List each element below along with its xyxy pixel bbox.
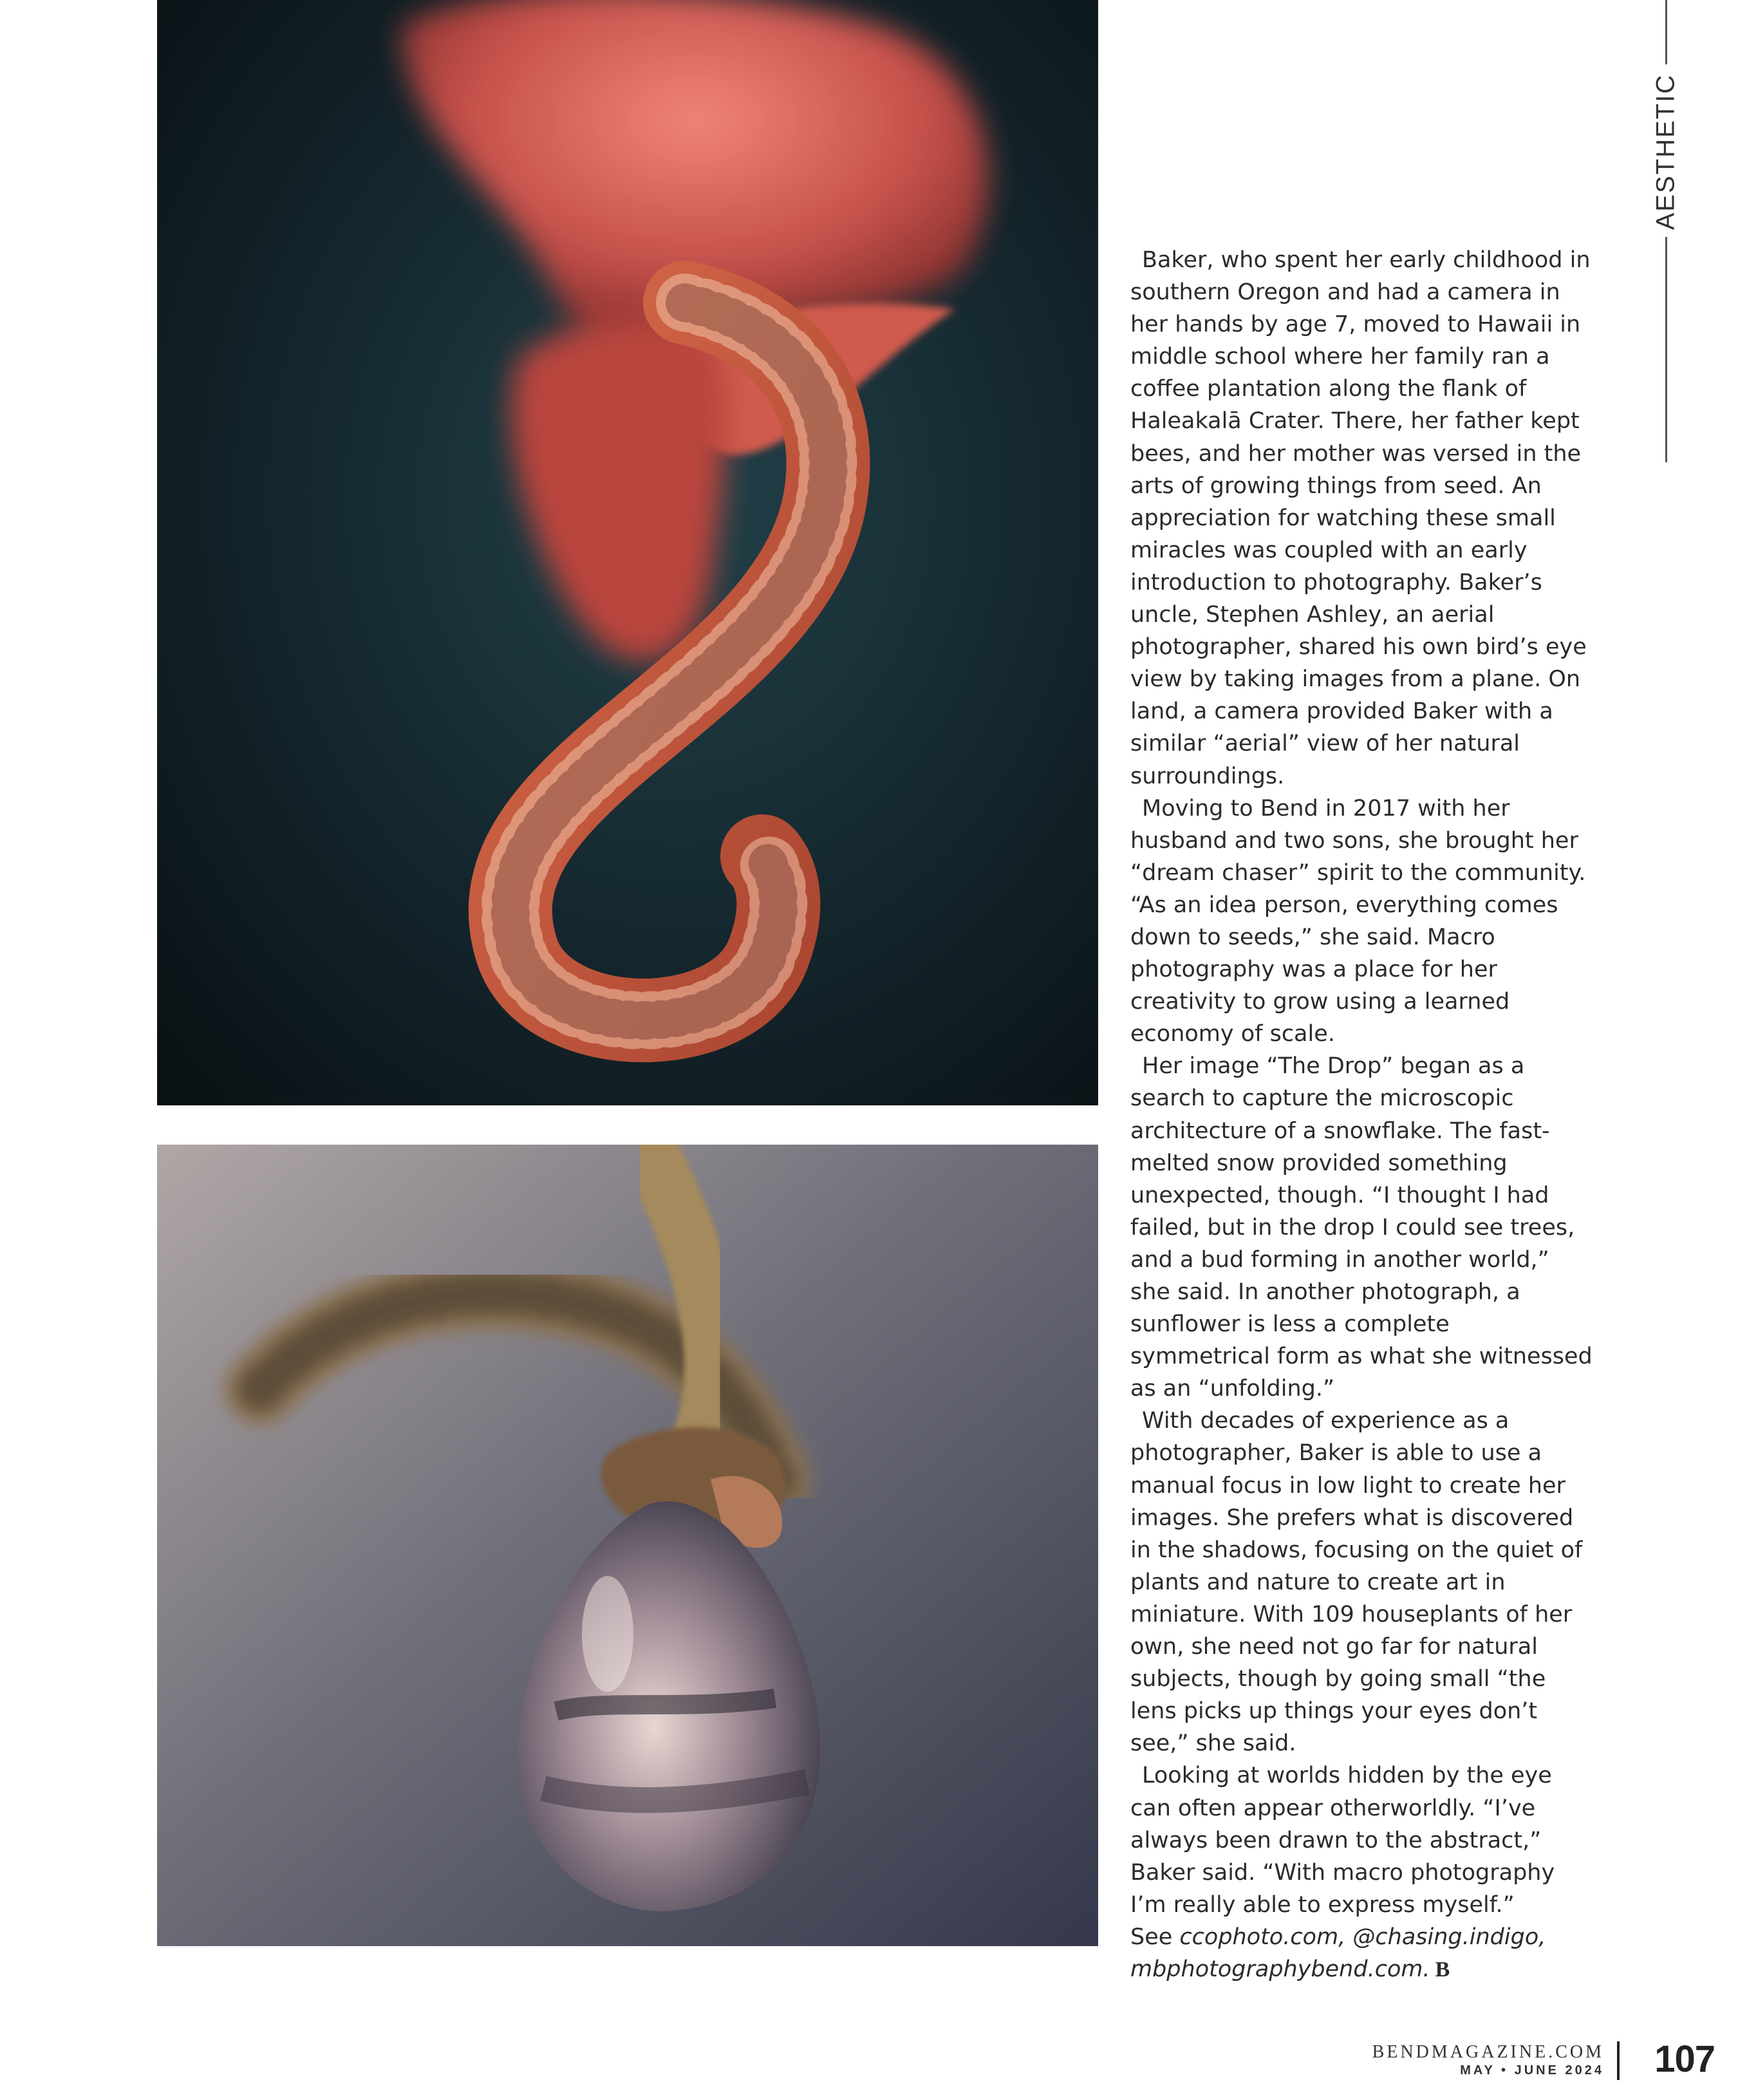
article-body	[1130, 244, 1594, 1986]
footer-divider	[1617, 2041, 1620, 2080]
see-also-line	[1130, 1921, 1594, 1986]
section-rule-top	[1665, 0, 1667, 64]
footer-issue-date: MAY • JUNE 2024	[1460, 2063, 1604, 2077]
see-prefix: See	[1130, 1924, 1173, 1950]
end-mark-logo: B	[1435, 1957, 1446, 1982]
article-paragraph: Baker, who spent her early childhood in southern Oregon and had a camera in her hands by age 7, moved to Hawaii in middle school where her family ran a coffee plantation along the flank of Haleakalā Crater. There, her father kept bees, and her mother was versed in the arts of growing things from seed. An appreciation for watching these small miracles was coupled with an early introduction to photography. Baker’s uncle, Stephen Ashley, an aerial photographer, shared his own bird’s eye view by taking images from a plane. On land, a camera provided Baker with a similar “aerial” view of her natural surroundings.	[1130, 247, 1591, 789]
anthurium-spadix-image	[157, 0, 1098, 1105]
section-label	[1640, 0, 1692, 464]
see-links[interactable]: ccophoto.com, @chasing.indigo, mbphotographybend.com.	[1130, 1924, 1546, 1982]
section-label-text: AESTHETIC	[1651, 73, 1680, 230]
water-drop-photo	[157, 1145, 1098, 1946]
page-number: 107	[1654, 2038, 1715, 2080]
article-paragraph: With decades of experience as a photographer, Baker is able to use a manual focus in low light to create her images. She prefers what is discovered in the shadows, focusing on the quiet of plants and nature to create art in miniature. With 109 houseplants of her own, she need not go far for natural subjects, though by going small “the lens picks up things your eyes don’t see,” she said.	[1130, 1408, 1583, 1757]
article-paragraph: Moving to Bend in 2017 with her husband and two sons, she brought her “dream chaser” spirit to the community. “As an idea person, everything comes down to seeds,” she said. Macro photography was a place for her creativity to grow using a learned economy of scale.	[1130, 795, 1586, 1047]
water-drop-image	[157, 1145, 1098, 1946]
footer-website: BENDMAGAZINE.COM	[1372, 2042, 1604, 2062]
article-paragraph: Looking at worlds hidden by the eye can often appear otherworldly. “I’ve always been drawn to the abstract,” Baker said. “With macro photography I’m really able to express myself.”	[1130, 1763, 1555, 1918]
anthurium-spadix-photo	[157, 0, 1098, 1105]
article-paragraph: Her image “The Drop” began as a search to capture the microscopic architecture of a snowflake. The fast-melted snow provided something unexpected, though. “I thought I had failed, but in the drop I could see trees, and a bud forming in another world,” she said. In another photograph, a sunflower is less a complete symmetrical form as what she witnessed as an “unfolding.”	[1130, 1053, 1593, 1402]
section-rule-bottom	[1665, 237, 1667, 462]
